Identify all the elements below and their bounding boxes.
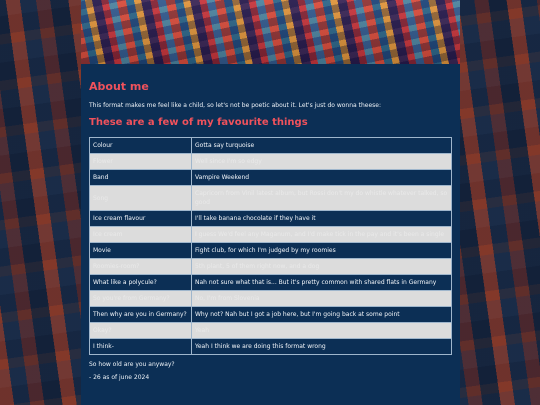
main-content (81, 64, 460, 405)
table-row (90, 307, 452, 323)
row-value: Well since I'm so edgy (192, 154, 452, 170)
page-title: About me (89, 80, 149, 93)
row-value: No, I'm from Slovenia (192, 291, 452, 307)
table-row (90, 339, 452, 355)
section-title: These are a few of my favourite things (89, 117, 308, 128)
intro-text: This format makes me feel like a child, so let's not be poetic about it. Let's just do wonna theese: (89, 102, 381, 109)
table-row (90, 227, 452, 243)
row-value: Yeah (192, 323, 452, 339)
row-key: So you're from Germany? (90, 291, 192, 307)
table-row (90, 323, 452, 339)
row-key: Roomies-room? (90, 259, 192, 275)
row-key: What like a polycule? (90, 275, 192, 291)
table-row (90, 154, 452, 170)
table-row (90, 259, 452, 275)
row-key: Colour (90, 138, 192, 154)
header-banner-image (81, 0, 460, 64)
table-row (90, 243, 452, 259)
row-key: Ice cream flavour (90, 211, 192, 227)
table-row (90, 138, 452, 154)
row-value: Nah not sure what that is... But it's pretty common with shared flats in Germany (192, 275, 452, 291)
table-row (90, 291, 452, 307)
outro-question: So how old are you anyway? (89, 361, 175, 368)
row-value: Gotta say turquoise (192, 138, 452, 154)
row-key: Flower (90, 154, 192, 170)
row-value: Yeah I think we are doing this format wrong (192, 339, 452, 355)
row-key: Then why are you in Germany? (90, 307, 192, 323)
row-value: 5th plant, 5 of them right now, and a dog (192, 259, 452, 275)
table-row (90, 186, 452, 211)
row-value: I guess We'd feel any Maganum, and I'd make tick in the pay and it's been a single (192, 227, 452, 243)
table-row (90, 170, 452, 186)
row-key: Song (90, 186, 192, 211)
row-value: Why not? Nah but I got a job here, but I'm going back at some point (192, 307, 452, 323)
row-key: Band (90, 170, 192, 186)
row-value: I'll take banana chocolate if they have it (192, 211, 452, 227)
favourites-table (89, 137, 452, 355)
row-value: Capricorn from Vinil latest album, but Rossi don't my do whistle whatever talked, so good (192, 186, 452, 211)
row-value: Fight club, for which I'm judged by my roomies (192, 243, 452, 259)
row-key: Movie (90, 243, 192, 259)
outro-answer: - 26 as of june 2024 (89, 374, 150, 381)
row-key: Ice cream (90, 227, 192, 243)
row-value: Vampire Weekend (192, 170, 452, 186)
table-row (90, 211, 452, 227)
table-row (90, 275, 452, 291)
row-key: I think- (90, 339, 192, 355)
row-key: Okay? (90, 323, 192, 339)
